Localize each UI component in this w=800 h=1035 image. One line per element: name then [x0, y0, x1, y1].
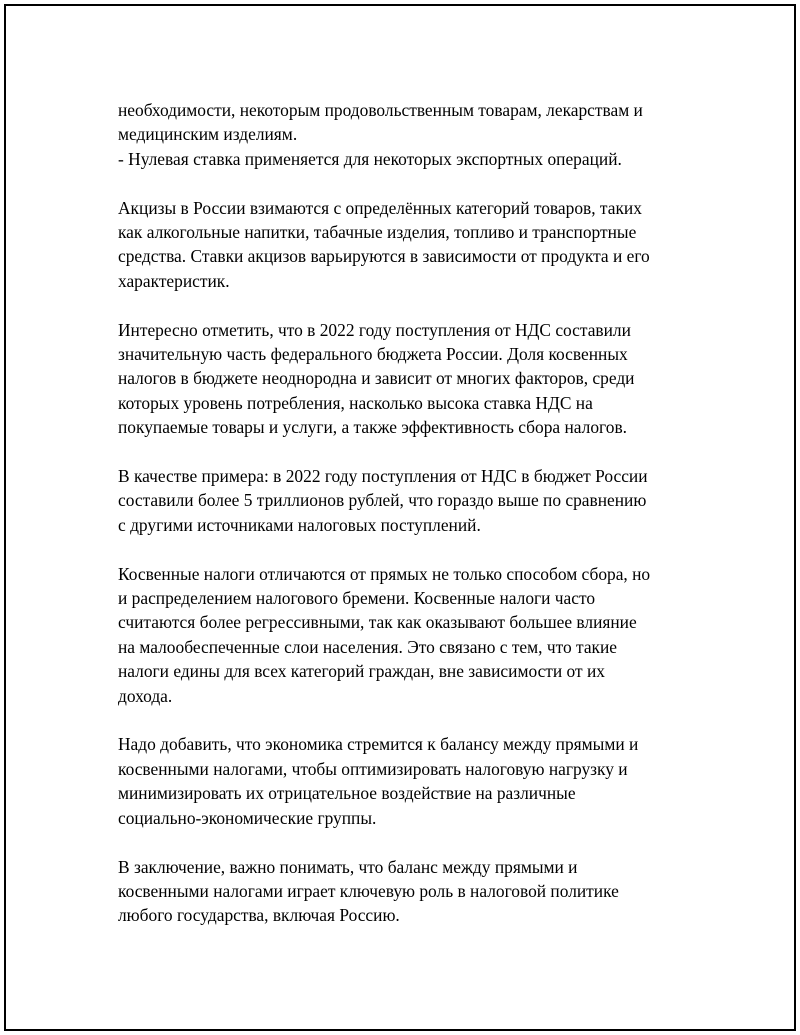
text-line: социально-экономические группы. [118, 807, 377, 828]
text-line: Косвенные налоги отличаются от прямых не только способом сбора, но [118, 563, 651, 584]
text-line: покупаемые товары и услуги, а также эффективность сбора налогов. [118, 417, 627, 438]
text-line: медицинским изделиям. [118, 124, 298, 145]
paragraph-balance [118, 732, 703, 830]
text-line: Надо добавить, что экономика стремится к балансу между прямыми и [118, 734, 639, 755]
text-line: любого государства, включая Россию. [118, 905, 400, 926]
paragraph-excise [118, 196, 703, 294]
text-line: налоги едины для всех категорий граждан, вне зависимости от их [118, 661, 605, 682]
text-line: дохода. [118, 685, 173, 706]
text-line: косвенными налогами играет ключевую роль в налоговой политике [118, 880, 619, 901]
paragraph-indirect-vs-direct [118, 562, 703, 708]
text-line: средства. Ставки акцизов варьируются в зависимости от продукта и его [118, 246, 650, 267]
paragraph-vat-revenue-2022 [118, 318, 703, 440]
text-line: косвенными налогами, чтобы оптимизировать налоговую нагрузку и [118, 758, 628, 779]
text-line: и распределением налогового бремени. Косвенные налоги часто [118, 588, 596, 609]
text-line: Акцизы в России взимаются с определённых категорий товаров, таких [118, 197, 642, 218]
paragraph-example [118, 464, 703, 537]
paragraph-vat-rates [118, 98, 703, 171]
text-line: В заключение, важно понимать, что баланс между прямыми и [118, 856, 578, 877]
text-line: минимизировать их отрицательное воздействие на различные [118, 783, 576, 804]
text-line: на малообеспеченные слои населения. Это связано с тем, что такие [118, 636, 618, 657]
text-line: характеристик. [118, 270, 230, 291]
text-line: налогов в бюджете неоднородна и зависит от многих факторов, среди [118, 368, 635, 389]
page-frame [4, 4, 796, 1031]
text-line: как алкогольные напитки, табачные изделия, топливо и транспортные [118, 222, 637, 243]
document-body [118, 98, 703, 928]
text-line: - Нулевая ставка применяется для некоторых экспортных операций. [118, 148, 622, 169]
text-line: считаются более регрессивными, так как оказывают большее влияние [118, 612, 637, 633]
text-line: значительную часть федерального бюджета России. Доля косвенных [118, 344, 628, 365]
text-line: Интересно отметить, что в 2022 году поступления от НДС составили [118, 319, 631, 340]
text-line: составили более 5 триллионов рублей, что гораздо выше по сравнению [118, 490, 647, 511]
paragraph-conclusion [118, 855, 703, 928]
text-line: В качестве примера: в 2022 году поступления от НДС в бюджет России [118, 466, 648, 487]
text-line: с другими источниками налоговых поступлений. [118, 514, 481, 535]
text-line: которых уровень потребления, насколько высока ставка НДС на [118, 392, 593, 413]
text-line: необходимости, некоторым продовольственным товарам, лекарствам и [118, 100, 643, 120]
